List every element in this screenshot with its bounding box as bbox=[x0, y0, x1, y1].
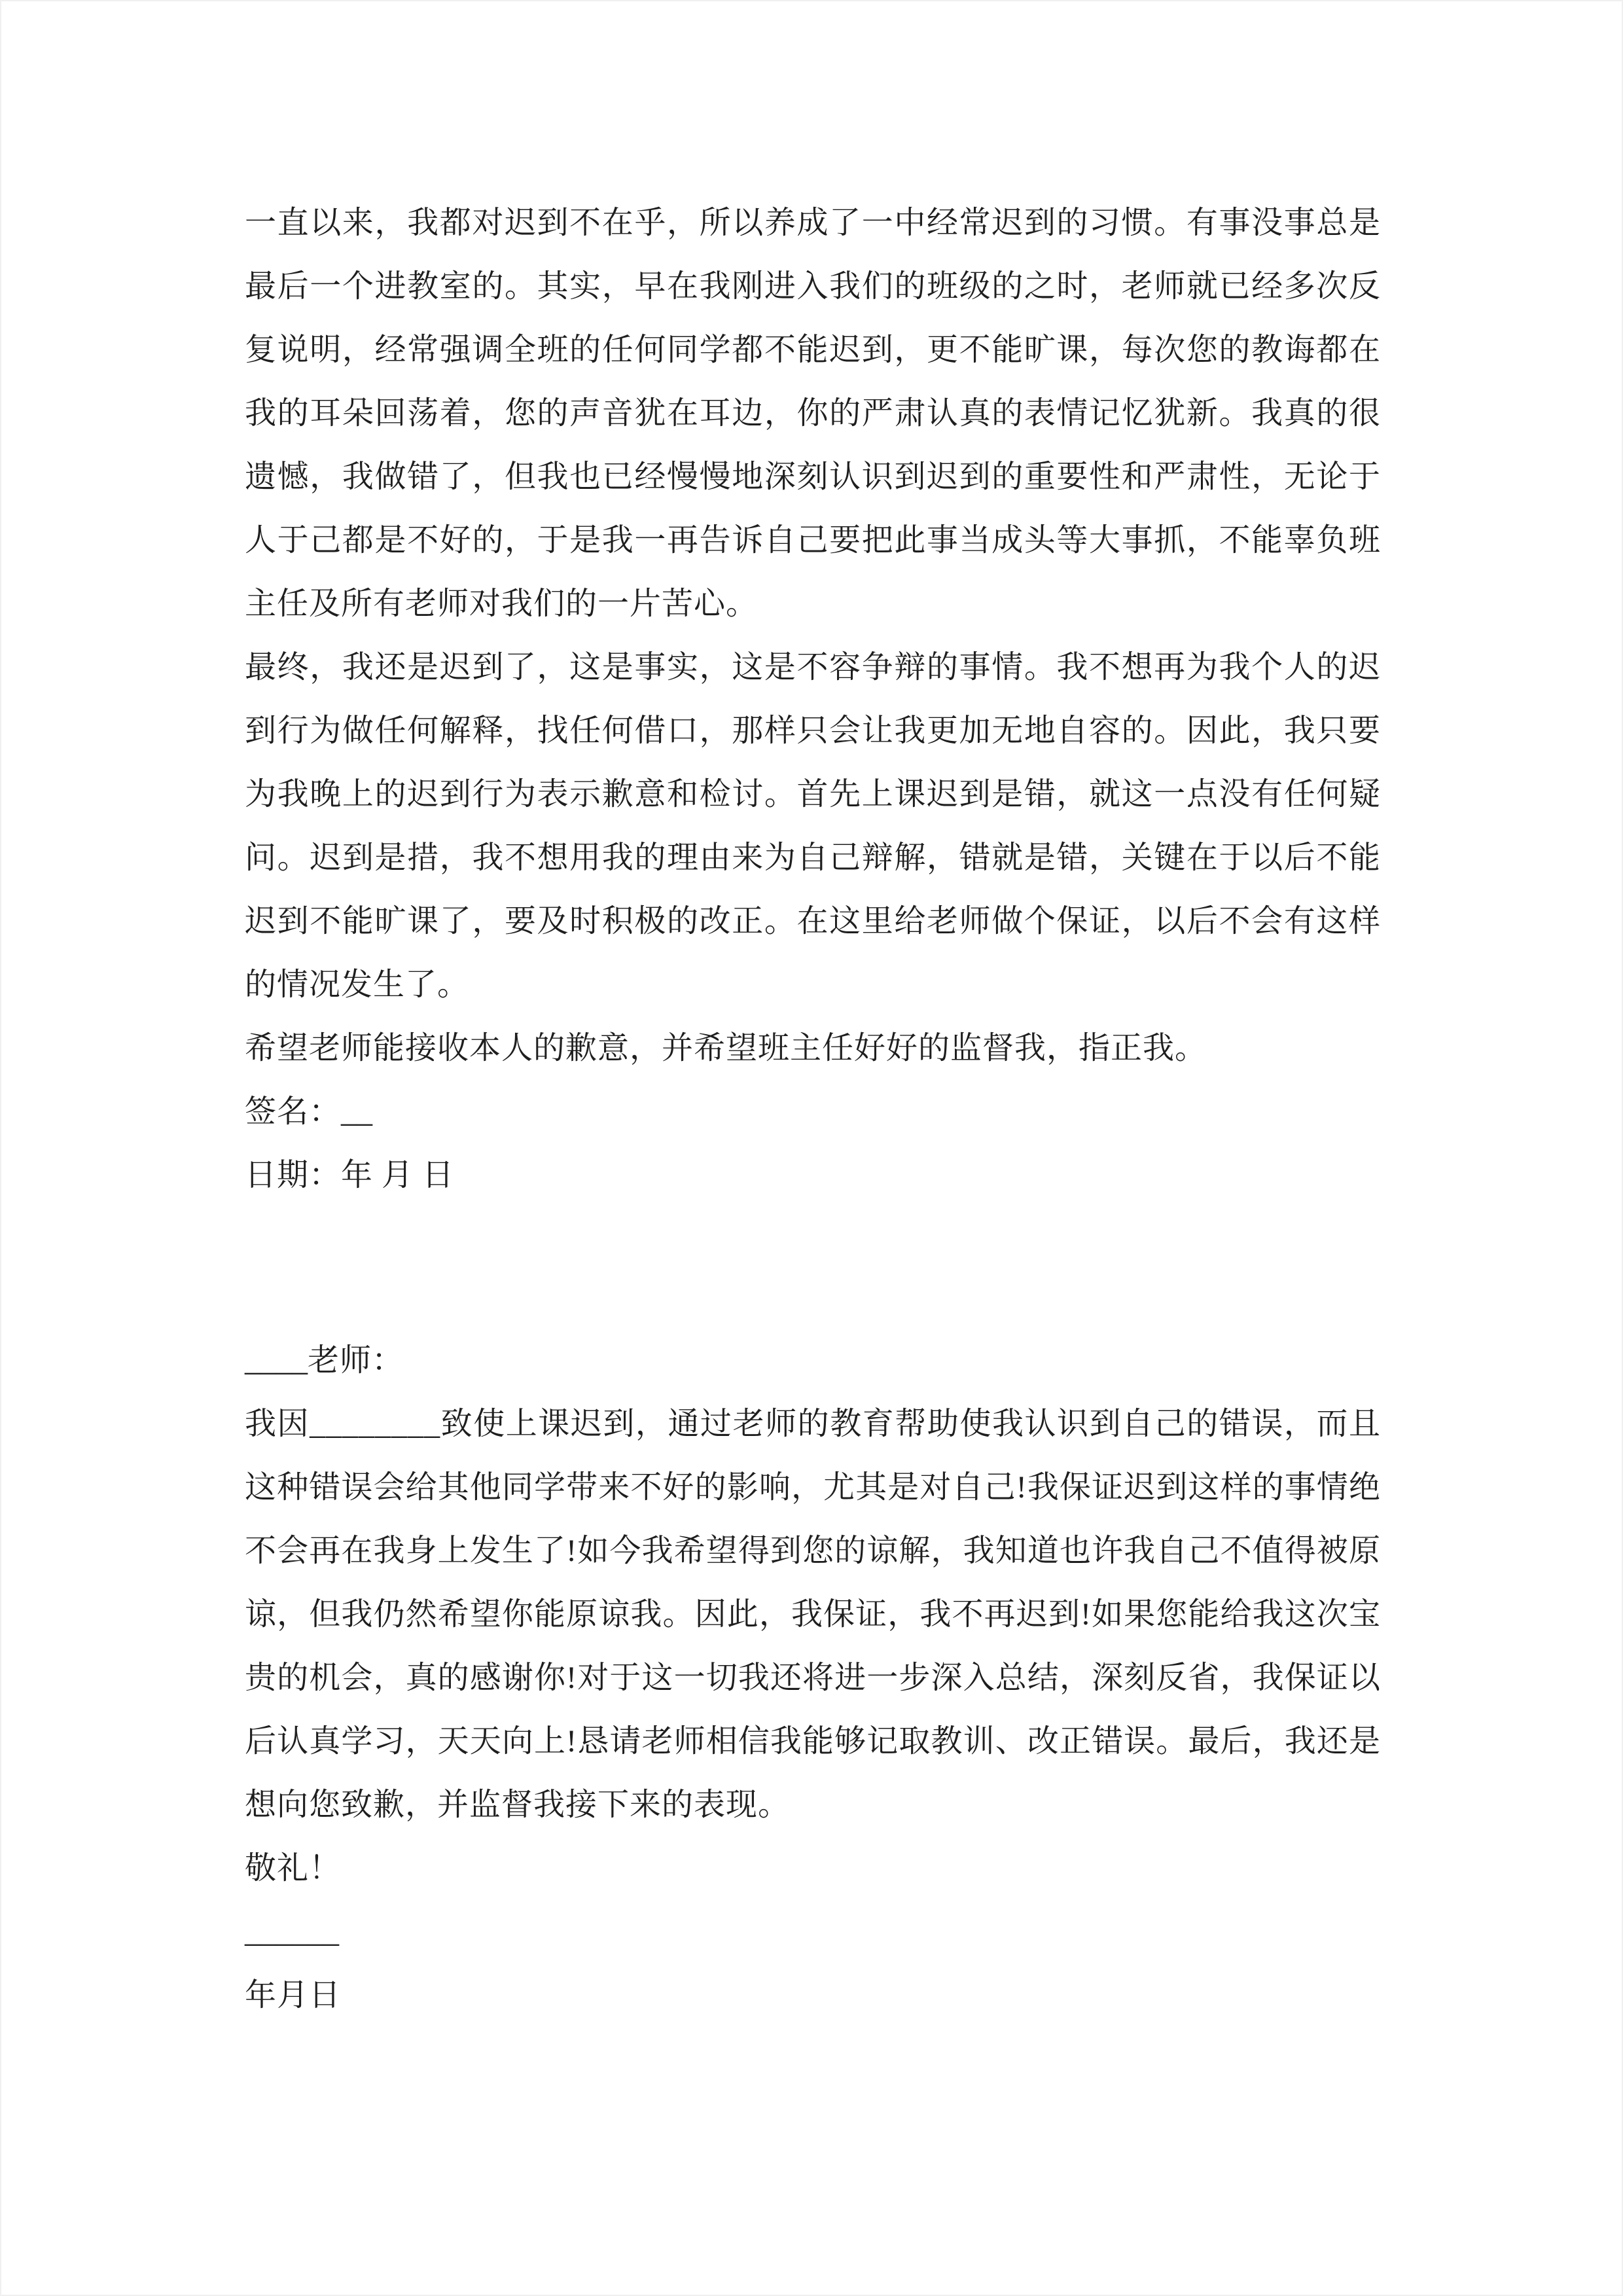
signature-blank: __ bbox=[341, 1094, 373, 1129]
letter-second bbox=[245, 1329, 1381, 2027]
paragraph-1: 一直以来，我都对迟到不在乎，所以养成了一中经常迟到的习惯。有事没事总是最后一个进教室的。其实，早在我刚进入我们的班级的之时，老师就已经多次反复说明，经常强调全班的任何同学都不能迟到，更不能旷课，每次您的教诲都在我的耳朵回荡着，您的声音犹在耳边，你的严肃认真的表情记忆犹新。我真的很遗憾，我做错了，但我也已经慢慢地深刻认识到迟到的重要性和严肃性，无论于人于己都是不好的，于是我一再告诉自己要把此事当成头等大事抓，不能辜负班主任及所有老师对我们的一片苦心。 bbox=[245, 206, 1381, 621]
signature-blank-line: ______ bbox=[245, 1914, 339, 1949]
date-line-bottom: 年月日 bbox=[245, 1978, 342, 2013]
closing-line: 敬礼！ bbox=[245, 1851, 342, 1886]
letter-first bbox=[245, 191, 1381, 1207]
salutation-blank: ____ bbox=[245, 1343, 308, 1378]
paragraph-2: 最终，我还是迟到了，这是事实，这是不容争辩的事情。我不想再为我个人的迟到行为做任何解释，找任何借口，那样只会让我更加无地自容的。因此，我只要为我晚上的迟到行为表示歉意和检讨。首先上课迟到是错，就这一点没有任何疑问。迟到是措，我不想用我的理由来为自己辩解，错就是错，关键在于以后不能迟到不能旷课了，要及时积极的改正。在这里给老师做个保证，以后不会有这样的情况发生了。 bbox=[245, 650, 1381, 1002]
salutation-label: 老师： bbox=[308, 1343, 404, 1378]
document-content bbox=[1, 1, 1622, 2027]
salutation-line bbox=[245, 1329, 1381, 1392]
letter-body: 我因________致使上课迟到，通过老师的教育帮助使我认识到自己的错误，而且这种错误会给其他同学带来不好的影响，尤其是对自己!我保证迟到这样的事情绝不会再在我身上发生了!如今我希望得到您的谅解，我知道也许我自己不值得被原谅，但我仍然希望你能原谅我。因此，我保证，我不再迟到!如果您能给我这次宝贵的机会，真的感谢你!对于这一切我还将进一步深入总结，深刻反省，我保证以后认真学习，天天向上!恳请老师相信我能够记取教训、改正错误。最后，我还是想向您致歉，并监督我接下来的表现。 bbox=[245, 1407, 1381, 1822]
paragraph-3: 希望老师能接收本人的歉意，并希望班主任好好的监督我，指正我。 bbox=[245, 1031, 1207, 1066]
signature-label: 签名： bbox=[245, 1094, 342, 1129]
date-line: 日期：年 月 日 bbox=[245, 1158, 455, 1193]
signature-line bbox=[245, 1080, 1381, 1143]
